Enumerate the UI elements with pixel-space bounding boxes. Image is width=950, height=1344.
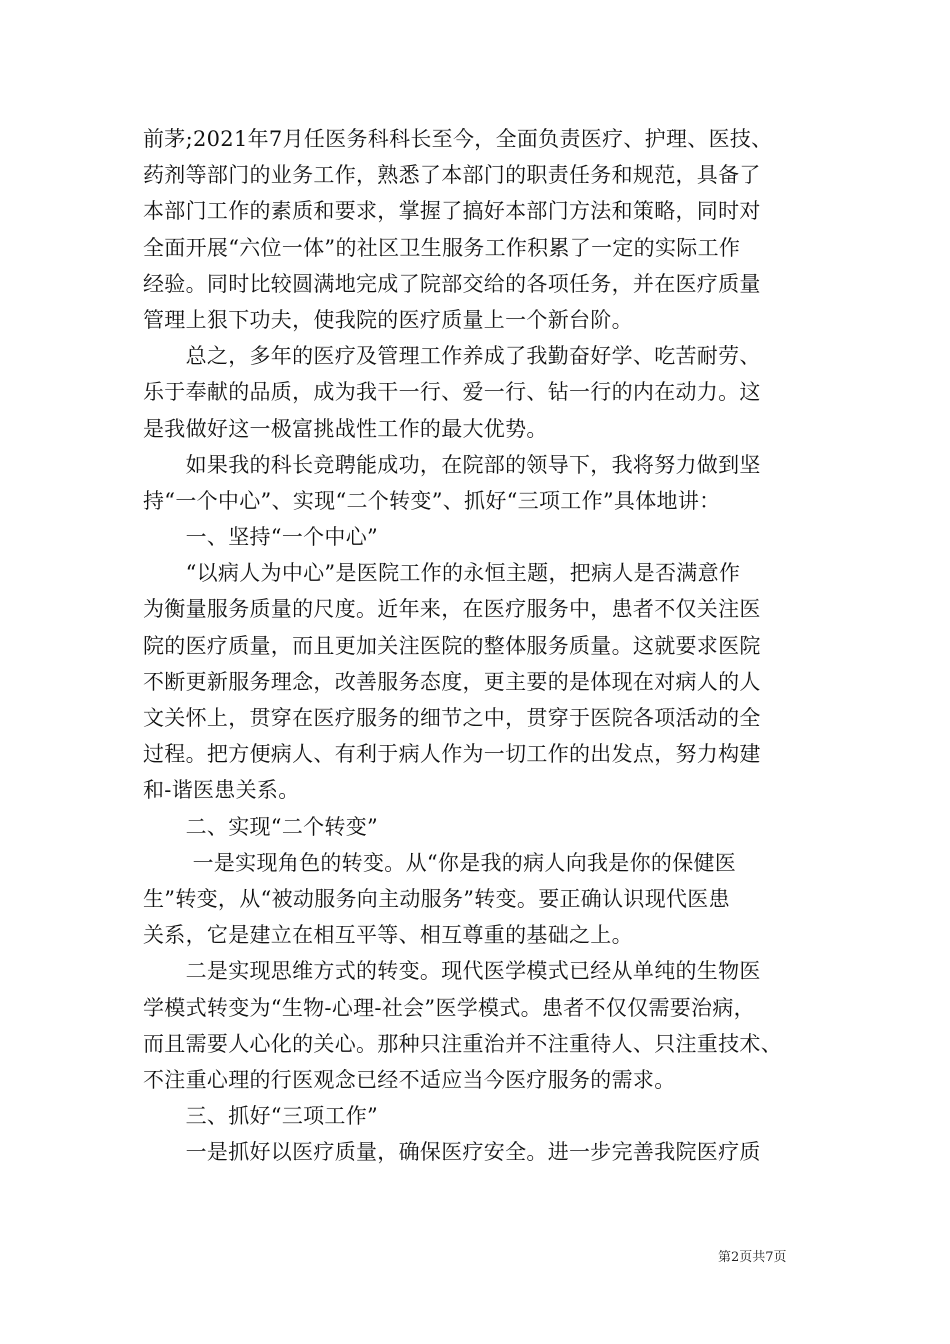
text-line: 院的医疗质量，而且更加关注医院的整体服务质量。这就要求医院 xyxy=(143,633,761,658)
text-line: 乐于奉献的品质，成为我干一行、爱一行、钻一行的内在动力。这 xyxy=(143,380,761,405)
text-line: 药剂等部门的业务工作，熟悉了本部门的职责任务和规范，具备了 xyxy=(143,163,761,188)
text-line: 是我做好这一极富挑战性工作的最大优势。 xyxy=(143,416,548,441)
text-line: 和-谐医患关系。 xyxy=(143,778,300,803)
text-line: 不断更新服务理念，改善服务态度，更主要的是体现在对病人的人 xyxy=(143,669,761,694)
text-line: 管理上狠下功夫，使我院的医疗质量上一个新台阶。 xyxy=(143,307,633,332)
text-line: 生”转变，从“被动服务向主动服务”转变。要正确认识现代医患 xyxy=(143,886,730,911)
text-line: 二是实现思维方式的转变。现代医学模式已经从单纯的生物医 xyxy=(143,959,761,984)
text-line: 一是抓好以医疗质量，确保医疗安全。进一步完善我院医疗质 xyxy=(143,1140,761,1165)
text-line: 全面开展“六位一体”的社区卫生服务工作积累了一定的实际工作 xyxy=(143,235,741,260)
text-line: 文关怀上，贯穿在医疗服务的细节之中，贯穿于医院各项活动的全 xyxy=(143,706,761,730)
text-line: 关系，它是建立在相互平等、相互尊重的基础之上。 xyxy=(143,923,633,948)
text-line: 一是实现角色的转变。从“你是我的病人向我是你的保健医 xyxy=(143,850,737,875)
text-line: 持“一个中心”、实现“二个转变”、抓好“三项工作”具体地讲： xyxy=(143,488,721,513)
text-line: 三、抓好“三项工作” xyxy=(143,1104,379,1129)
text-line: 二、实现“二个转变” xyxy=(143,814,379,839)
text-line: 学模式转变为“生物-心理-社会”医学模式。患者不仅仅需要治病， xyxy=(143,995,755,1020)
text-line: 本部门工作的素质和要求，掌握了搞好本部门方法和策略，同时对 xyxy=(143,199,761,224)
text-line: “以病人为中心”是医院工作的永恒主题，把病人是否满意作 xyxy=(143,561,741,586)
text-line: 一、坚持“一个中心” xyxy=(143,525,379,550)
text-line: 经验。同时比较圆满地完成了院部交给的各项任务，并在医疗质量 xyxy=(143,271,761,296)
text-line: 前茅;2021年7月任医务科科长至今，全面负责医疗、护理、医技、 xyxy=(143,127,773,151)
text-line: 为衡量服务质量的尺度。近年来，在医疗服务中，患者不仅关注医 xyxy=(143,597,761,622)
page-number: 第2页共7页 xyxy=(718,1250,787,1265)
body-text xyxy=(143,121,811,1170)
text-line: 而且需要人心化的关心。那种只注重治并不注重待人、只注重技术、 xyxy=(143,1031,782,1056)
text-line: 总之，多年的医疗及管理工作养成了我勤奋好学、吃苦耐劳、 xyxy=(143,344,761,369)
text-line: 如果我的科长竞聘能成功，在院部的领导下，我将努力做到坚 xyxy=(143,452,761,477)
text-line: 不注重心理的行医观念已经不适应当今医疗服务的需求。 xyxy=(143,1067,676,1092)
text-line: 过程。把方便病人、有利于病人作为一切工作的出发点，努力构建 xyxy=(143,742,761,767)
